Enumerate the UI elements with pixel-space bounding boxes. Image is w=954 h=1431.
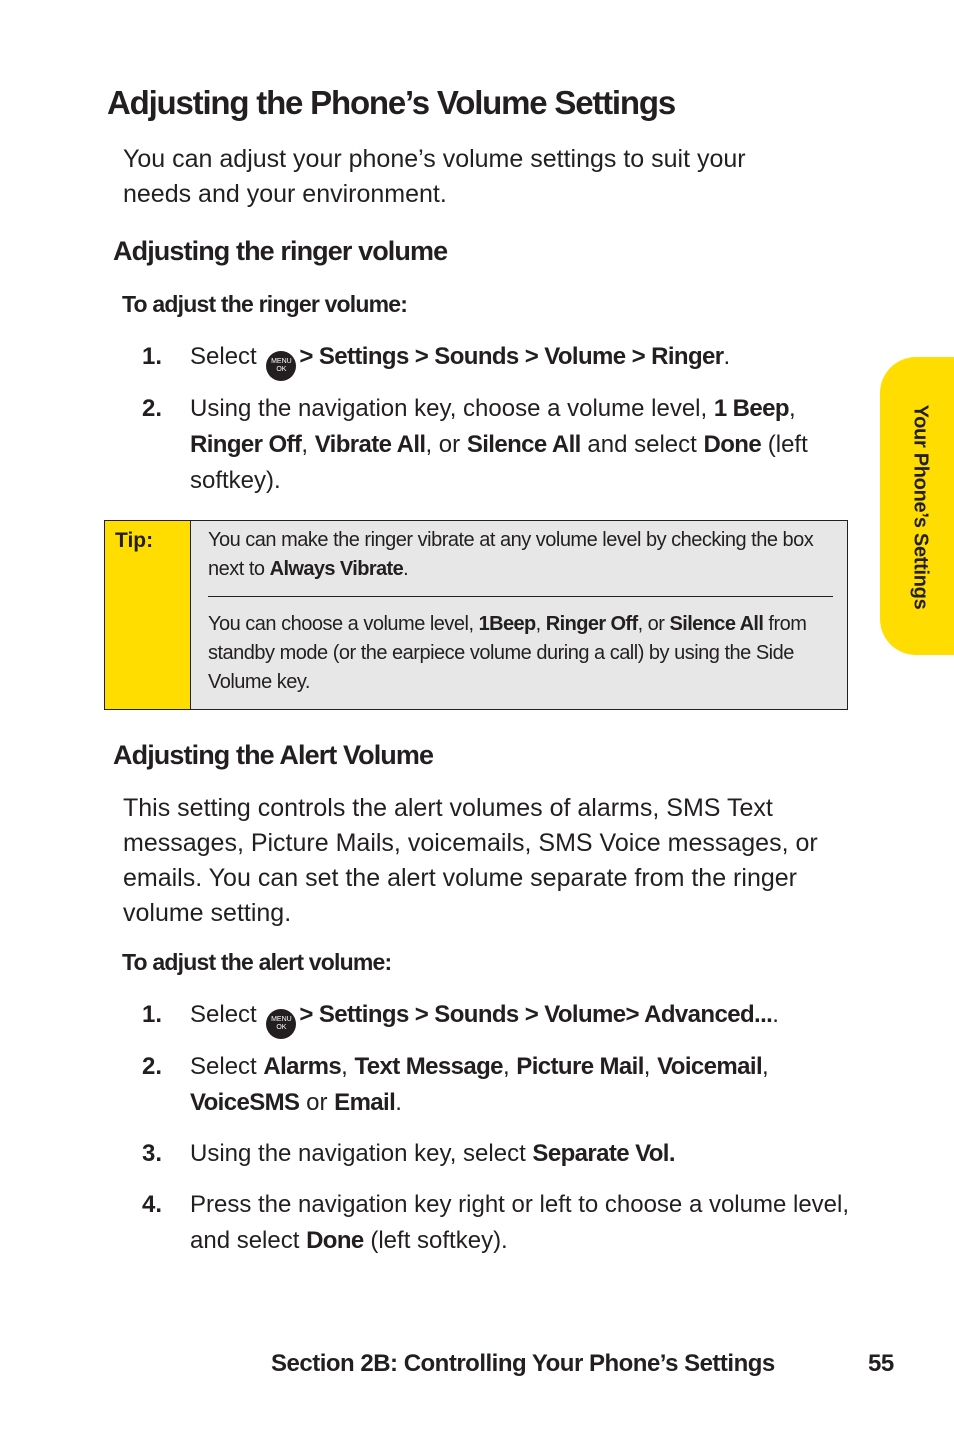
tip-paragraph-1: You can make the ringer vibrate at any volume level by checking the box next to Always Vibrate.: [208, 529, 814, 580]
menu-ok-key-icon: MENU OK: [266, 351, 296, 381]
menu-path: > Settings > Sounds > Volume > Ringer: [299, 343, 724, 370]
page-number: 55: [868, 1350, 894, 1377]
option-vibrate-all: Vibrate All: [314, 431, 426, 458]
intro-paragraph: You can adjust your phone’s volume settings to suit your needs and your environment.: [123, 145, 746, 208]
alert-step-2: 2. Select Alarms, Text Message, Picture Mail, Voicemail, VoiceSMS or Email.: [142, 1049, 862, 1121]
ringer-step-1: 1. Select MENU OK > Settings > Sounds > Volume > Ringer.: [142, 339, 862, 381]
side-tab-label: Your Phone’s Settings: [909, 404, 932, 610]
alert-section-heading: Adjusting the Alert Volume: [113, 740, 434, 770]
alert-procedure-heading: To adjust the alert volume:: [122, 949, 392, 975]
step-number: 2.: [142, 1053, 163, 1080]
step-number: 3.: [142, 1140, 163, 1167]
step-number: 2.: [142, 395, 163, 422]
step-text: Select: [190, 343, 257, 370]
tip-paragraph-2: You can choose a volume level, 1Beep, Ringer Off, or Silence All from standby mode (or the earpiece volume during a call) by using the Side Volume key.: [208, 613, 807, 693]
step-number: 4.: [142, 1191, 163, 1218]
step-number: 1.: [142, 343, 163, 370]
ringer-step-2: 2. Using the navigation key, choose a volume level, 1 Beep, Ringer Off, Vibrate All, or Silence All and select Done (left softkey).: [142, 391, 862, 499]
alert-step-3: 3. Using the navigation key, select Separate Vol.: [142, 1136, 862, 1172]
menu-path: > Settings > Sounds > Volume> Advanced...: [299, 1001, 773, 1028]
tip-box: [104, 520, 848, 710]
alert-body-paragraph: This setting controls the alert volumes of alarms, SMS Text messages, Picture Mails, voicemails, SMS Voice messages, or emails. You can set the alert volume separate from the ringer volume setting.: [123, 794, 818, 927]
menu-ok-key-icon: MENU OK: [266, 1009, 296, 1039]
tip-label: Tip:: [105, 521, 191, 709]
alert-step-4: 4. Press the navigation key right or left to choose a volume level, and select Done (left softkey).: [142, 1187, 862, 1259]
tip-divider: [208, 596, 833, 597]
step-number: 1.: [142, 1001, 163, 1028]
option-silence-all: Silence All: [466, 431, 581, 458]
option-done: Done: [703, 431, 762, 458]
page-title: Adjusting the Phone’s Volume Settings: [107, 84, 675, 121]
footer-section-title: Section 2B: Controlling Your Phone’s Settings: [271, 1350, 775, 1377]
ringer-procedure-heading: To adjust the ringer volume:: [122, 291, 408, 317]
step-text: Select: [190, 1001, 257, 1028]
option-1-beep: 1 Beep: [713, 395, 789, 422]
option-ringer-off: Ringer Off: [190, 431, 302, 458]
ringer-section-heading: Adjusting the ringer volume: [113, 236, 448, 266]
alert-step-1: 1. Select MENU OK > Settings > Sounds > Volume> Advanced....: [142, 997, 862, 1039]
